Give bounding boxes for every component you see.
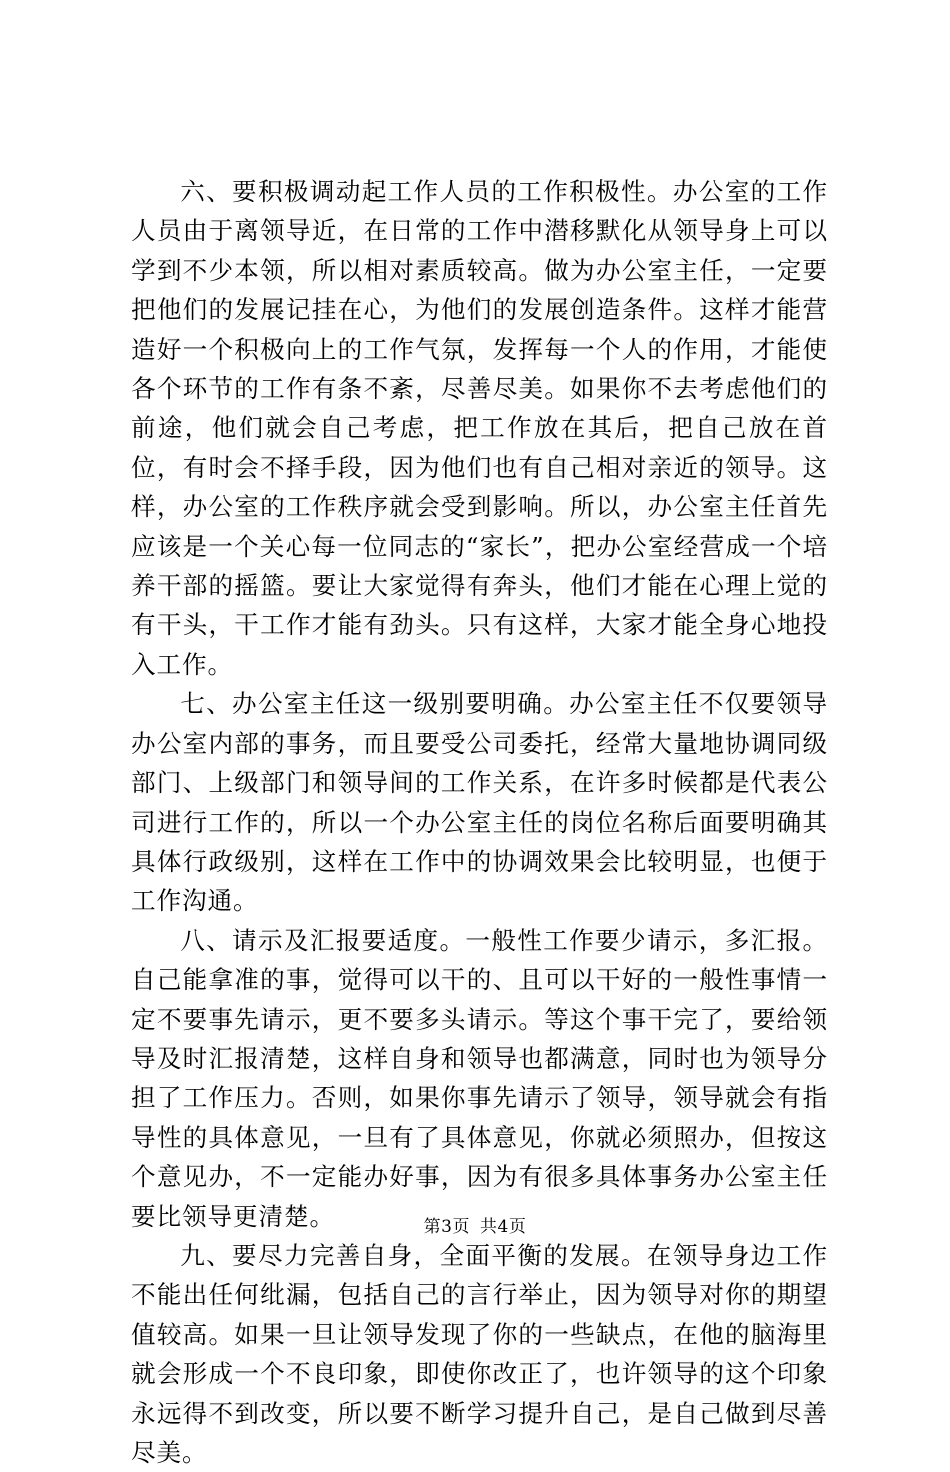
body-text xyxy=(131,172,828,1472)
paragraph-eight: 八、请示及汇报要适度。一般性工作要少请示，多汇报。自己能拿准的事，觉得可以干的、且可以干好的一般性事情一定不要事先请示，更不要多头请示。等这个事干完了，要给领导及时汇报清楚，这样自身和领导也都满意，同时也为领导分担了工作压力。否则，如果你事先请示了领导，领导就会有指导性的具体意见，一旦有了具体意见，你就必须照办，但按这个意见办，不一定能办好事，因为有很多具体事务办公室主任要比领导更清楚。 xyxy=(131,925,828,1231)
paragraph-seven: 七、办公室主任这一级别要明确。办公室主任不仅要领导办公室内部的事务，而且要受公司委托，经常大量地协调同级部门、上级部门和领导间的工作关系，在许多时候都是代表公司进行工作的，所以一个办公室主任的岗位名称后面要明确其具体行政级别，这样在工作中的协调效果会比较明显，也便于工作沟通。 xyxy=(131,689,828,916)
paragraph-nine: 九、要尽力完善自身，全面平衡的发展。在领导身边工作不能出任何纰漏，包括自己的言行举止，因为领导对你的期望值较高。如果一旦让领导发现了你的一些缺点，在他的脑海里就会形成一个不良印象，即使你改正了，也许领导的这个印象永远得不到改变，所以要不断学习提升自己，是自己做到尽善尽美。 xyxy=(131,1240,828,1467)
paragraph-six: 六、要积极调动起工作人员的工作积极性。办公室的工作人员由于离领导近，在日常的工作中潜移默化从领导身上可以学到不少本领，所以相对素质较高。做为办公室主任，一定要把他们的发展记挂在心，为他们的发展创造条件。这样才能营造好一个积极向上的工作气氛，发挥每一个人的作用，才能使各个环节的工作有条不紊，尽善尽美。如果你不去考虑他们的前途，他们就会自己考虑，把工作放在其后，把自己放在首位，有时会不择手段，因为他们也有自己相对亲近的领导。这样，办公室的工作秩序就会受到影响。所以，办公室主任首先应该是一个关心每一位同志的“家长”，把办公室经营成一个培养干部的摇篮。要让大家觉得有奔头，他们才能在心理上觉的有干头，干工作才能有劲头。只有这样，大家才能全身心地投入工作。 xyxy=(131,177,828,679)
page-total: 共4页 xyxy=(480,1217,527,1237)
page-footer xyxy=(0,1216,950,1238)
page-number: 第3页 xyxy=(423,1217,470,1237)
